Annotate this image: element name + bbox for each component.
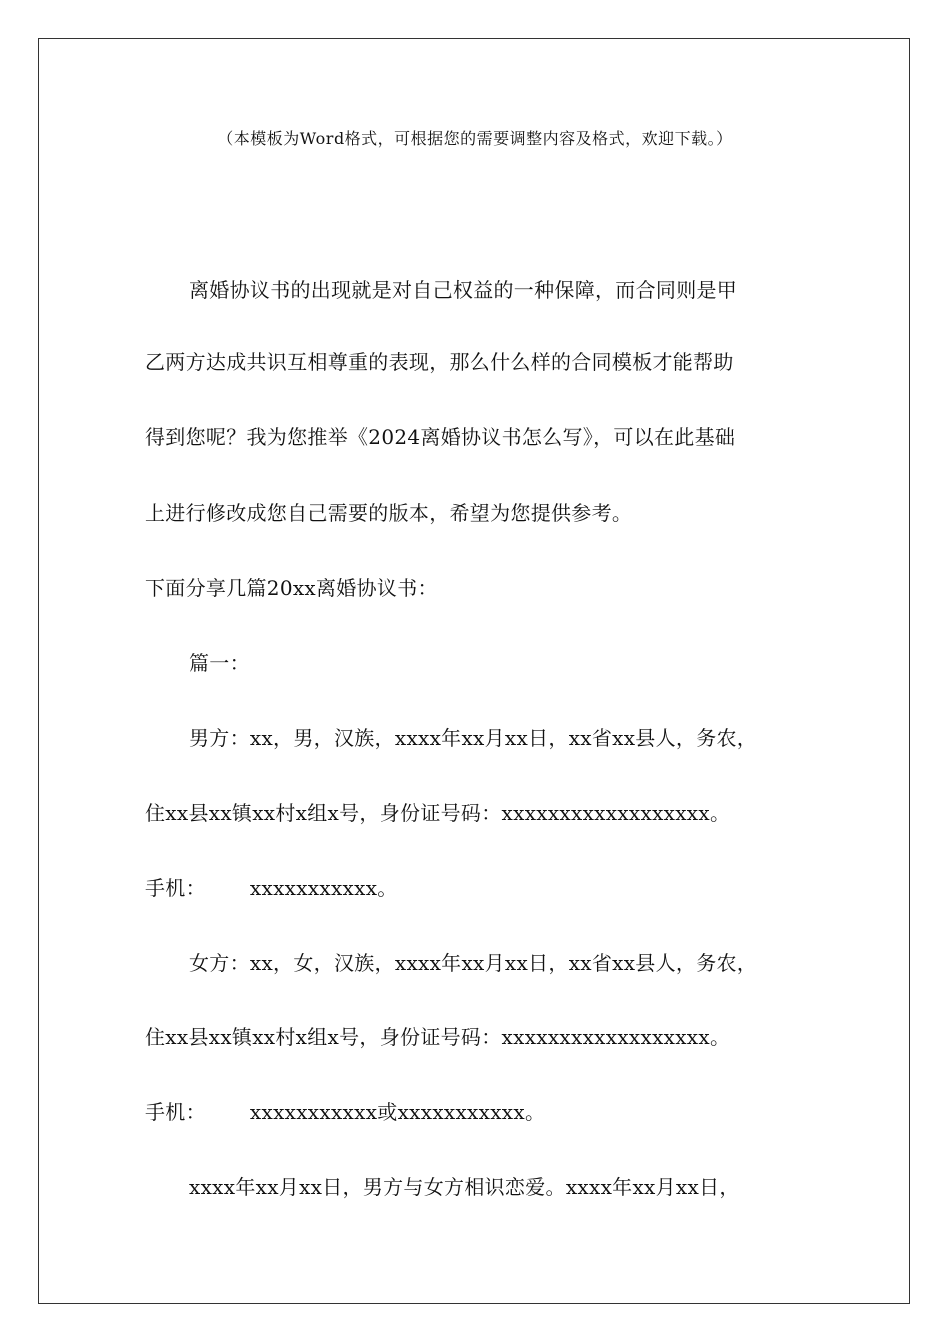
phone-line <box>145 1098 545 1126</box>
section-heading: 篇一： <box>189 651 250 675</box>
paragraph-line: 男方：xx，男，汉族，xxxx年xx月xx日，xx省xx县人，务农， <box>189 726 758 750</box>
paragraph-line: xxxx年xx月xx日，男方与女方相识恋爱。xxxx年xx月xx日， <box>189 1175 740 1199</box>
paragraph-line: 上进行修改成您自己需要的版本，希望为您提供参考。 <box>145 501 633 525</box>
phone-label: 手机： <box>145 876 206 900</box>
paragraph-line: 乙两方达成共识互相尊重的表现，那么什么样的合同模板才能帮助 <box>145 350 734 374</box>
phone-label: 手机： <box>145 1100 206 1124</box>
phone-value: xxxxxxxxxxx。 <box>249 876 398 900</box>
phone-line <box>145 874 398 902</box>
paragraph-line: 下面分享几篇20xx离婚协议书： <box>145 576 438 600</box>
paragraph-line: 离婚协议书的出现就是对自己权益的一种保障，而合同则是甲 <box>189 278 738 302</box>
paragraph-line: 住xx县xx镇xx村x组x号，身份证号码：xxxxxxxxxxxxxxxxxx。 <box>145 801 731 825</box>
header-note: （本模板为Word格式，可根据您的需要调整内容及格式，欢迎下载。） <box>217 129 733 148</box>
paragraph-line: 女方：xx，女，汉族，xxxx年xx月xx日，xx省xx县人，务农， <box>189 951 758 975</box>
phone-value: xxxxxxxxxxx或xxxxxxxxxxx。 <box>249 1100 546 1124</box>
paragraph-line: 住xx县xx镇xx村x组x号，身份证号码：xxxxxxxxxxxxxxxxxx。 <box>145 1025 731 1049</box>
paragraph-line: 得到您呢？我为您推举《2024离婚协议书怎么写》，可以在此基础 <box>145 425 736 449</box>
